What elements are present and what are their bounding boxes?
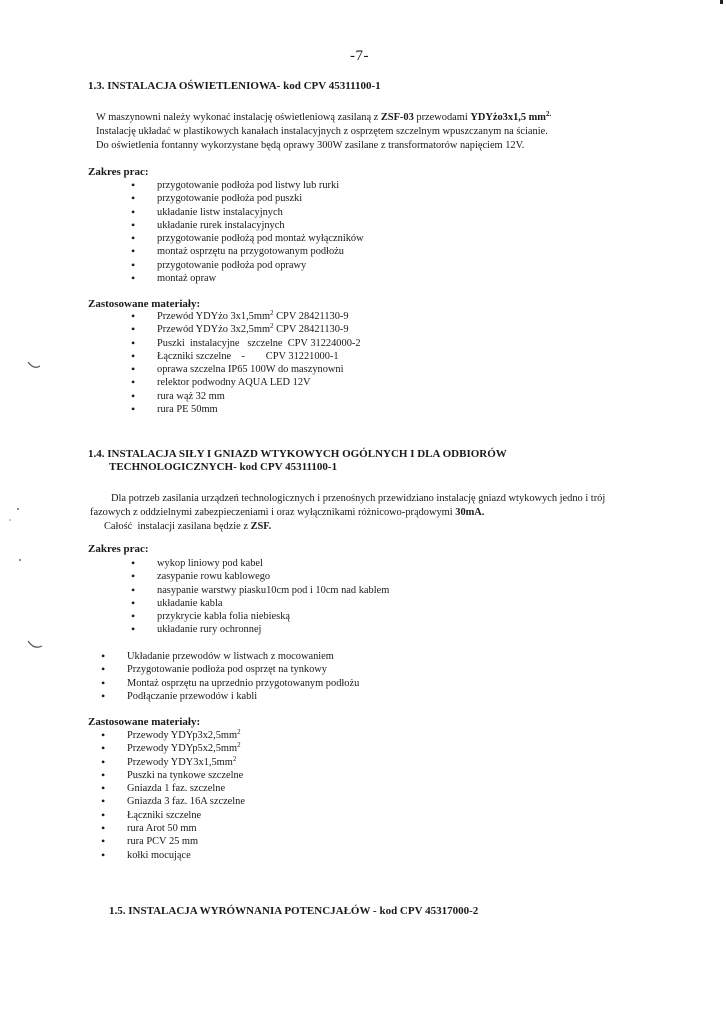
s13-line-1-text-b: przewodami bbox=[413, 112, 471, 123]
list-item: • zasypanie rowu kablowego bbox=[131, 570, 389, 583]
material-cpv: CPV 28421130-9 bbox=[273, 324, 349, 336]
list-item: • przykrycie kabla folia niebieską bbox=[131, 610, 389, 623]
section-1-4-heading: 1.4. INSTALACJA SIŁY I GNIAZD WTYKOWYCH OGÓLNYCH I DLA ODBIORÓW bbox=[88, 448, 507, 460]
s14-line-1: Dla potrzeb zasilania urządzeń technologicznych i przenośnych przewidziano instalację gniazd wtykowych jedno i trój bbox=[111, 493, 606, 504]
superscript: 2 bbox=[232, 754, 237, 763]
list-item: • kołki mocujące bbox=[101, 849, 245, 862]
s14-line-3-text: Całość instalacji zasilana będzie z bbox=[104, 521, 251, 532]
s13-cable-type: YDYżo3x1,5 mm bbox=[470, 112, 546, 123]
superscript: 2 bbox=[270, 309, 274, 317]
list-item: • Łączniki szczelne - CPV 31221000-1 bbox=[131, 350, 431, 363]
list-item: • przygotowanie podłoża pod oprawy bbox=[131, 259, 364, 272]
s14-30ma: 30mA. bbox=[455, 507, 485, 518]
list-item: • Układanie przewodów w listwach z mocowaniem bbox=[101, 650, 359, 663]
s13-materialy-label: Zastosowane materiały: bbox=[88, 298, 201, 310]
s14-zakres-label: Zakres prac: bbox=[88, 543, 149, 555]
s14-materialy-label: Zastosowane materiały: bbox=[88, 716, 201, 728]
list-item: • przygotowanie podłoża pod listwy lub rurki bbox=[131, 179, 364, 192]
scan-dot-top-right bbox=[720, 0, 723, 4]
s13-line-2: Instalację układać w plastikowych kanałach instalacyjnych z osprzętem szczelnym wpuszczanym na ścianie. bbox=[96, 126, 548, 137]
s13-zsf03: ZSF-03 bbox=[380, 112, 414, 123]
list-item: • Montaż osprzętu na uprzednio przygotowanym podłożu bbox=[101, 677, 359, 690]
list-item: • przygotowanie podłoża pod puszki bbox=[131, 192, 364, 205]
s14-line-2-text: fazowych z oddzielnymi zabezpieczeniami i oraz wyłącznikami różnicowo-prądowymi bbox=[90, 507, 456, 518]
list-item: • rura PE 50mm bbox=[131, 403, 431, 416]
list-item: • układanie rury ochronnej bbox=[131, 623, 389, 636]
scan-speck bbox=[9, 519, 11, 521]
section-1-4-heading-line-2: TECHNOLOGICZNYCH- kod CPV 45311100-1 bbox=[109, 461, 338, 473]
scan-speck bbox=[19, 559, 21, 561]
list-item: • rura Arot 50 mm bbox=[101, 822, 245, 835]
page-number: -7- bbox=[350, 48, 369, 64]
list-item: • Gniazda 3 faz. 16A szczelne bbox=[101, 795, 245, 808]
section-1-3-heading: 1.3. INSTALACJA OŚWIETLENIOWA- kod CPV 45311100-1 bbox=[88, 80, 381, 92]
list-item: • Puszki instalacyjne szczelne CPV 31224000-2 bbox=[131, 337, 431, 350]
list-item: • Przygotowanie podłoża pod osprzęt na tynkowy bbox=[101, 663, 359, 676]
list-item: • nasypanie warstwy piasku10cm pod i 10cm nad kablem bbox=[131, 584, 389, 597]
superscript: 2 bbox=[237, 741, 241, 750]
s13-superscript: 2. bbox=[545, 110, 552, 118]
list-item: • układanie kabla bbox=[131, 597, 389, 610]
list-item: • Gniazda 1 faz. szczelne bbox=[101, 782, 245, 795]
material-text: Przewody YDYp3x2,5mm bbox=[127, 730, 238, 741]
list-item: • montaż opraw bbox=[131, 272, 364, 285]
binder-mark-1 bbox=[28, 362, 40, 367]
superscript: 2 bbox=[270, 322, 274, 331]
section-1-5-heading: 1.5. INSTALACJA WYRÓWNANIA POTENCJAŁÓW - kod CPV 45317000-2 bbox=[109, 905, 479, 917]
list-item: • układanie listw instalacyjnych bbox=[131, 206, 364, 219]
list-item: • przygotowanie podłożą pod montaż wyłączników bbox=[131, 232, 364, 245]
list-item: • układanie rurek instalacyjnych bbox=[131, 219, 364, 232]
binder-mark-2 bbox=[28, 641, 42, 647]
list-item: • rura wąż 32 mm bbox=[131, 390, 431, 403]
material-text: Przewód YDYżo 3x1,5mm bbox=[157, 311, 271, 322]
list-item: • oprawa szczelna IP65 100W do maszynowni bbox=[131, 363, 431, 376]
material-text: Przewody YDYp5x2,5mm bbox=[127, 743, 238, 755]
superscript: 2 bbox=[237, 728, 241, 736]
s14-zsf: ZSF. bbox=[250, 521, 272, 532]
s13-line-3: Do oświetlenia fontanny wykorzystane będą oprawy 300W zasilane z transformatorów napięciem 12V. bbox=[96, 140, 525, 151]
list-item: • relektor podwodny AQUA LED 12V bbox=[131, 376, 431, 389]
list-item: • wykop liniowy pod kabel bbox=[131, 557, 389, 570]
list-item: • Puszki na tynkowe szczelne bbox=[101, 769, 245, 782]
list-item: • Podłączanie przewodów i kabli bbox=[101, 690, 359, 703]
list-item: • montaż osprzętu na przygotowanym podłożu bbox=[131, 245, 364, 258]
scan-speck bbox=[17, 508, 19, 510]
s13-zakres-label: Zakres prac: bbox=[88, 166, 149, 178]
material-text: Przewody YDY3x1,5mm bbox=[127, 756, 233, 768]
list-item: • Łączniki szczelne bbox=[101, 809, 245, 822]
material-cpv: CPV 28421130-9 bbox=[273, 311, 349, 322]
s13-line-1-text: W maszynowni należy wykonać instalację oświetleniową zasilaną z bbox=[96, 112, 381, 123]
list-item: • rura PCV 25 mm bbox=[101, 835, 245, 848]
material-text: Przewód YDYżo 3x2,5mm bbox=[157, 324, 271, 336]
